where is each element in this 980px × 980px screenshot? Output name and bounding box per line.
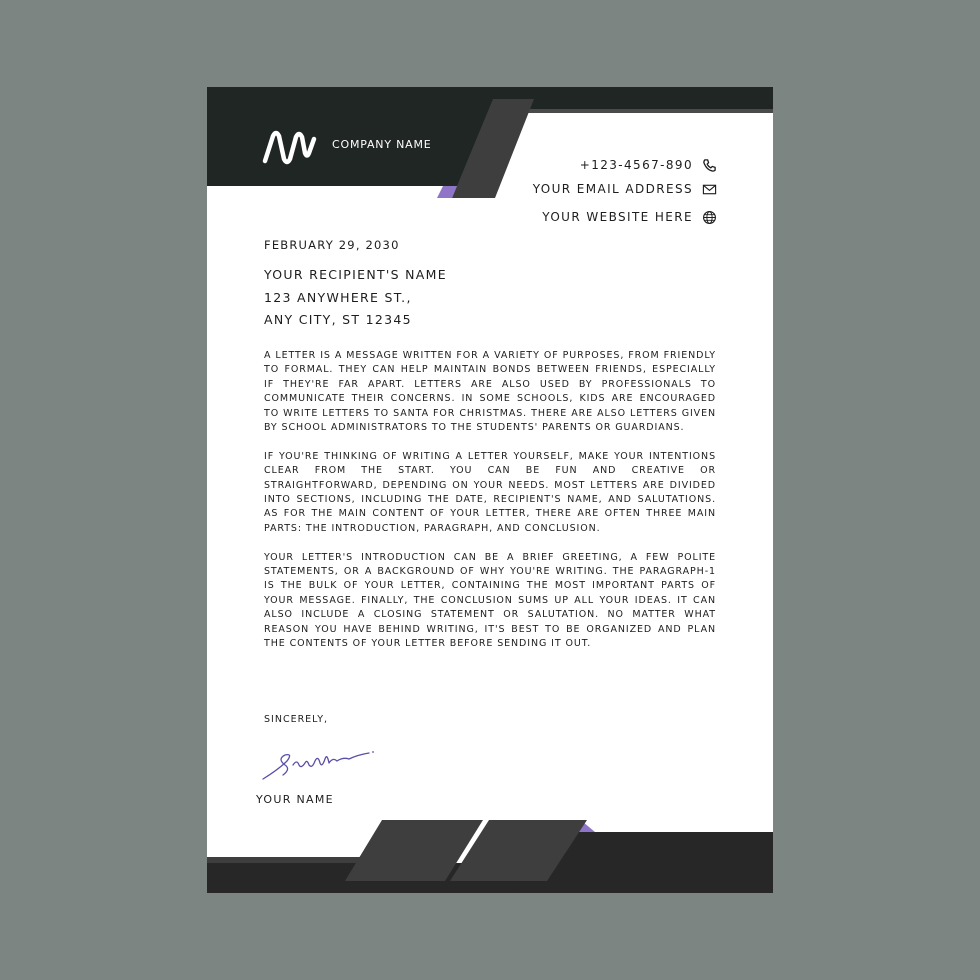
top-bar-accent-line [507,109,773,113]
globe-icon [702,210,717,225]
letterhead-page [207,87,773,893]
phone-text: +123-4567-890 [579,158,693,172]
contact-website [542,205,717,229]
email-text: YOUR EMAIL ADDRESS [532,182,693,196]
body-paragraph-1: A LETTER IS A MESSAGE WRITTEN FOR A VARIETY OF PURPOSES, FROM FRIENDLY TO FORMAL. THEY CAN HELP MAINTAIN BONDS BETWEEN FRIENDS, ESPECIALLY IF THEY'RE FAR APART. LETTERS ARE ALSO USED BY PROFESSIONALS TO COMMUNICATE THEIR CONCERNS. IN SOME SCHOOLS, KIDS ARE ENCOURAGED TO WRITE LETTERS TO SANTA FOR CHRISTMAS. THERE ARE ALSO LETTERS GIVEN BY SCHOOL ADMINISTRATORS TO THE STUDENTS' PARENTS OR GUARDIANS. [264,350,716,434]
website-text: YOUR WEBSITE HERE [542,210,693,224]
contact-phone [580,153,717,177]
footer-gray-line [207,857,367,863]
recipient-block [264,264,447,332]
body-paragraph-2: IF YOU'RE THINKING OF WRITING A LETTER YOURSELF, MAKE YOUR INTENTIONS CLEAR FROM THE START. YOU CAN BE FUN AND CREATIVE OR STRAIGHTFORWARD, DEPENDING ON YOUR NEEDS. MOST LETTERS ARE DIVIDED INTO SECTIONS, INCLUDING THE DATE, RECIPIENT'S NAME, AND SALUTATIONS. AS FOR THE MAIN CONTENT OF YOUR LETTER, THERE ARE OFTEN THREE MAIN PARTS: THE INTRODUCTION, PARAGRAPH, AND CONCLUSION. [264,450,716,534]
contact-block [533,153,717,229]
contact-email [533,177,717,201]
signature-image [257,735,377,785]
brand [262,127,432,167]
wave-logo-icon [262,127,320,167]
body-paragraph-3: YOUR LETTER'S INTRODUCTION CAN BE A BRIEF GREETING, A FEW POLITE STATEMENTS, OR A BACKGROUND OF WHY YOU'RE WRITING. THE PARAGRAPH-1 IS THE BULK OF YOUR LETTER, CONTAINING THE MOST IMPORTANT PARTS OF YOUR MESSAGE. FINALLY, THE CONCLUSION SUMS UP ALL YOUR IDEAS. IT CAN ALSO INCLUDE A CLOSING STATEMENT OR SALUTATION. NO MATTER WHAT REASON YOU HAVE BEHIND WRITING, IT'S BEST TO BE ORGANIZED AND PLAN THE CONTENTS OF YOUR LETTER BEFORE SENDING IT OUT. [264,551,716,650]
company-name: COMPANY NAME [332,137,432,151]
address-line-2: ANY CITY, ST 12345 [264,312,412,327]
closing-salutation: SINCERELY, [264,714,329,725]
address-line-1: 123 ANYWHERE ST., [264,289,412,305]
phone-icon [702,158,717,173]
letter-body [264,349,716,666]
recipient-name: YOUR RECIPIENT'S NAME [264,267,447,282]
sender-name: YOUR NAME [256,793,334,806]
letter-date: FEBRUARY 29, 2030 [264,238,400,252]
envelope-icon [702,182,717,197]
